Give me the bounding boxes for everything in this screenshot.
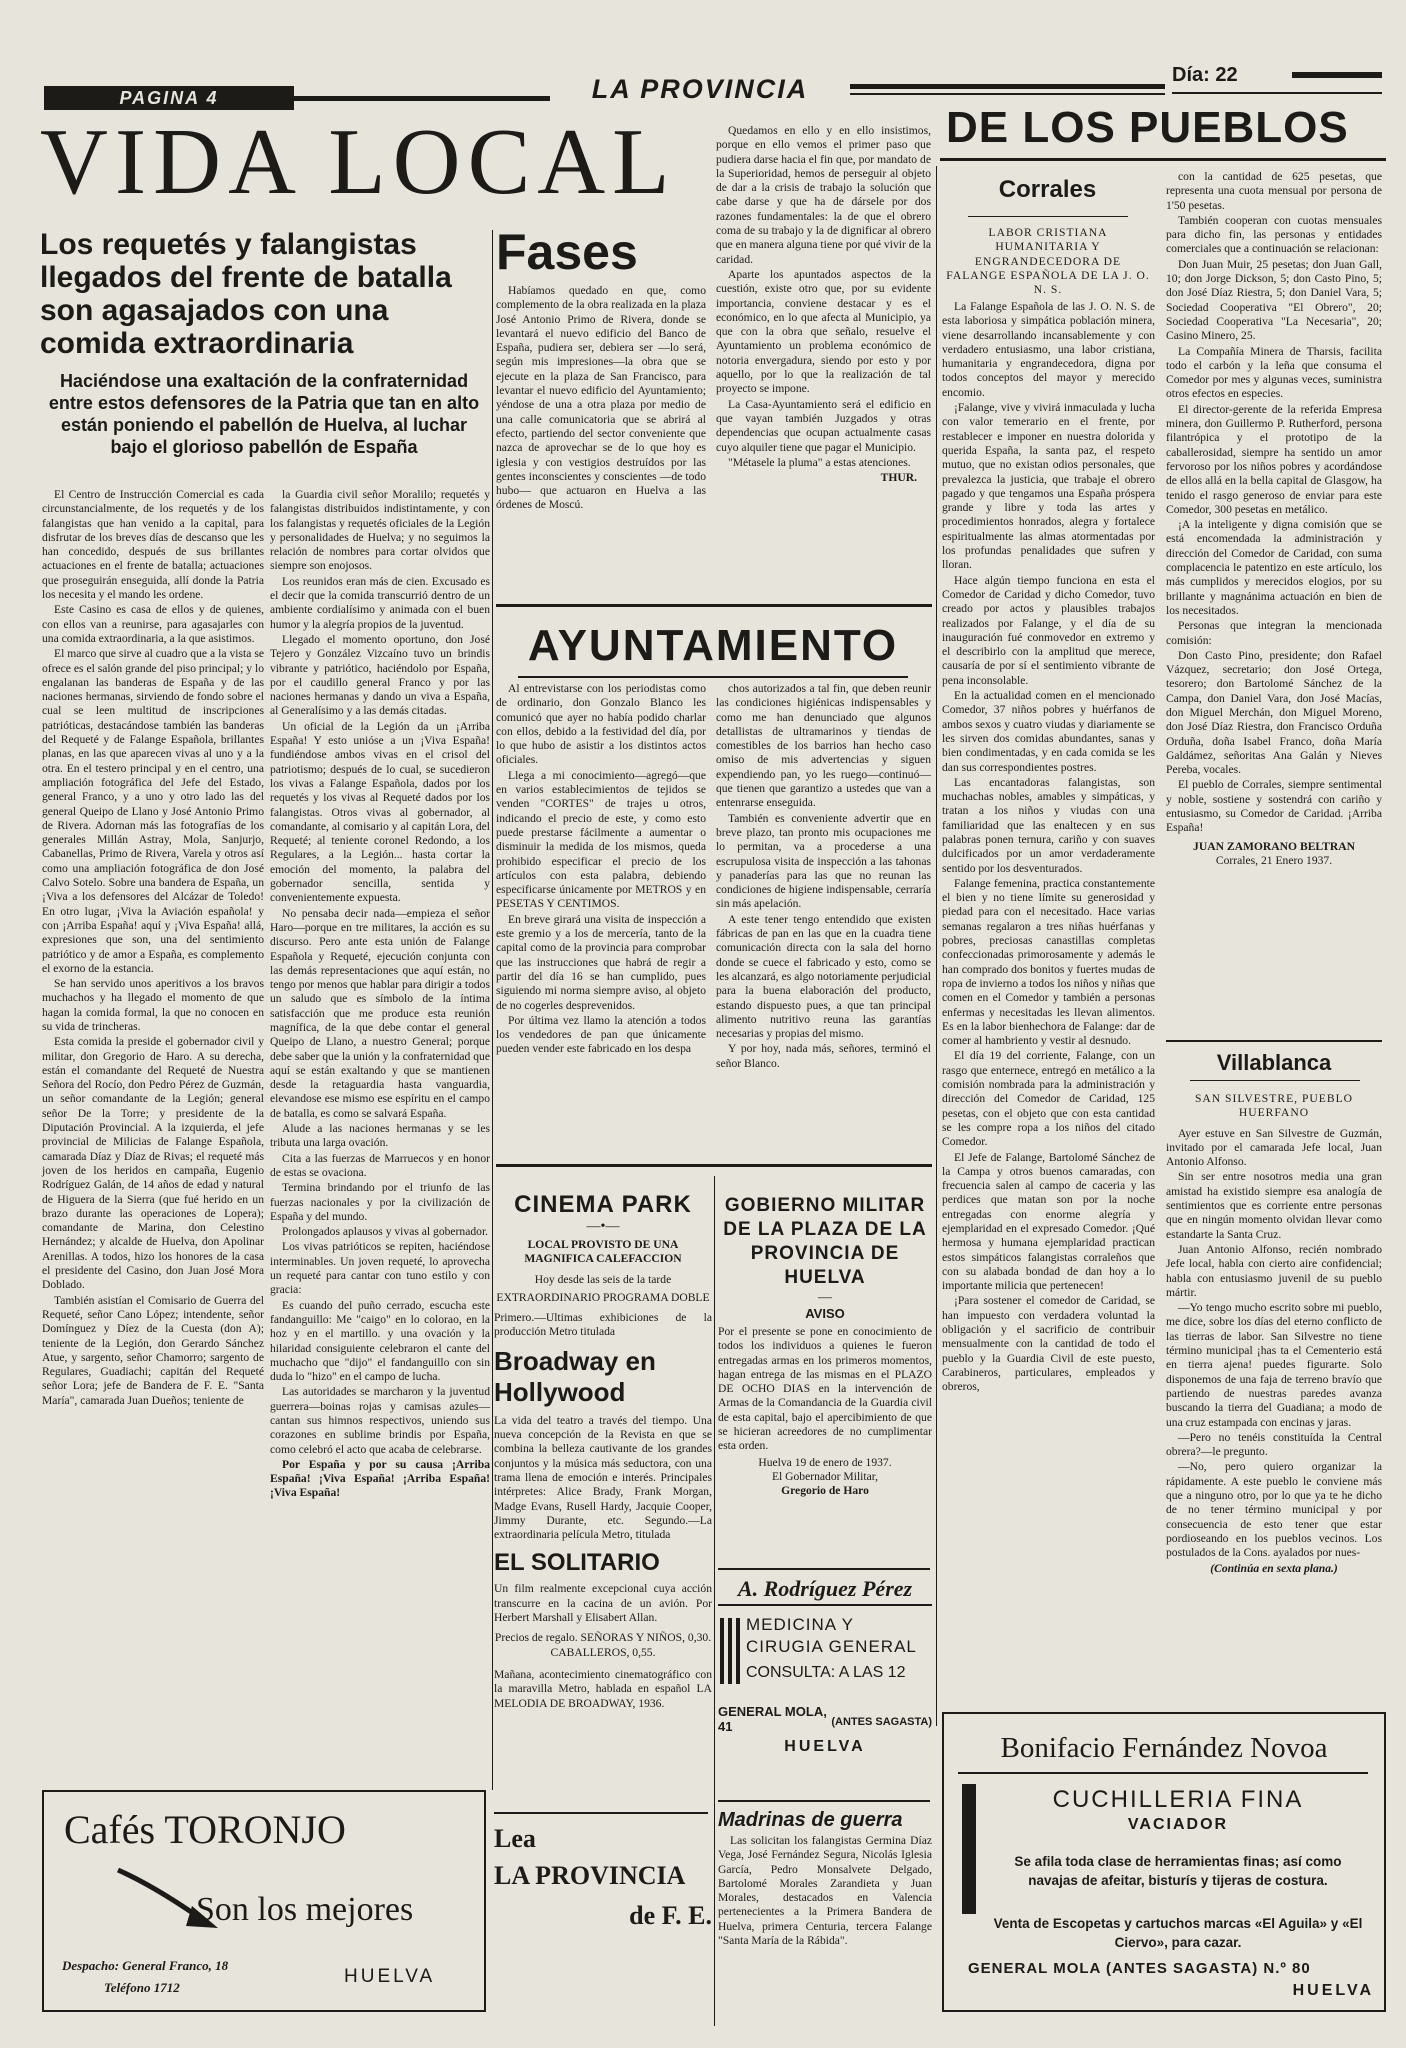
fases-title: Fases [496,224,638,280]
paragraph: También es conveniente advertir que en breve plazo, tan pronto mis ocupaciones me lo permitan, va a procederse a una escrupulosa visita de inspección a las tahonas y panaderías para las que no reunan las condiciones de higiene indispensable, cerraría sin más apelación. [716,811,931,911]
paragraph: Aparte los apuntados aspectos de la cuestión, existe otro que, por su evidente importancia, conviene destacar y es el económico, en lo que afecta al Municipio, ya que con la obra que señalo, resuelve el Ayuntamiento un problema económico de notoria envergadura, siendo por esto y por aquello, por lo que la realización de tal proyecto se impone. [716,267,931,396]
paragraph: También cooperan con cuotas mensuales para dicho fin, las personas y entidades comerciales que a continuación se relacionan: [1166,213,1382,256]
ad-sale: Venta de Escopetas y cartuchos marcas «El Aguila» y «El Ciervo», para cazar. [993,1916,1363,1950]
ad-city: HUELVA [1292,1982,1374,1999]
ad-description: Se afila toda clase de herramientas finas; así como navajas de afeitar, bisturís y tijeras de costura. [1014,1854,1342,1888]
paragraph: Termina brindando por el triunfo de las fuerzas nacionales y por la civilización de España y del mundo. [270,1181,490,1223]
toronjo-advertisement [42,1790,486,2012]
fases-column [716,124,931,584]
article-headline: Los requetés y falangistas llegados del frente de batalla son agasajados con una comida extraordinaria [40,228,452,360]
paragraph: El Jefe de Falange, Bartolomé Sánchez de la Campa y otros buenos camaradas, con frecuencia salen al campo de caceria y las perdices que matan son por la noche entregadas con enorme alegría y ejemplaridad en el expresado Comedor. ¡Qué hermosa y humana ejemplaridad practican estos simpáticos falangistas corraleños que con su alabada bondad de dan hoy a lo importante milicia que pertenecen! [942,1150,1155,1293]
paragraph: En breve girará una visita de inspección a este gremio y a los de mercería, tanto de la capital como de la provincia para comprobar que las instrucciones que habrá de regir a partir del día 16 se han cumplido, pues siguiendo mi norma siempre aviso, al objeto de no cogerles desprevenidos. [496,912,706,1012]
paragraph: El pueblo de Corrales, siempre sentimental y noble, sostiene y sostendrá con cariño y entusiasmo, su Comedor de Caridad. ¡Arriba España! [1166,778,1382,835]
film-description: Un film realmente excepcional cuya acción transcurre en la cacina de un avión. Por Herbert Marshall y Elisabert Allan. [494,1582,712,1625]
cinema-title: CINEMA PARK [514,1191,692,1218]
paragraph: Hace algún tiempo funciona en esta el Comedor de Caridad y dicho Comedor, tuvo creado por actos y plausibles trabajos realizados por Falange, y el día de su inauguración fué conmovedor en extremo y el describirlo con la amplitud que merece, causaría de por sí el sentimiento vibrante de pena inconsolable. [942,573,1155,687]
ad-brand: Cafés TORONJO [64,1807,346,1852]
paragraph: Un oficial de la Legión da un ¡Arriba España! Y esto unióse a un ¡Viva España! fundiéndose ambos vivas en el crisol del patriotismo; después de lo cual, se sucedieron los vivas a Falange Española, dados por los requetés y los vivas al Requeté dados por los falangistas. Otros vivas al gobernador, al comandante, al comisario y al capitán Lora, del Requeté; al teniente coronel Redondo, a los Regulares, a la Legión... hasta cortar la emoción del momento, la palabra del gobernador sencilla, sentida y convenientemente expuesta. [270,719,490,905]
madrinas-body: Las solicitan los falangistas Germina Díaz Vega, José Fernández Segura, Nicolás Iglesia García, Pedro Monsalvete Delgado, Bartolomé Morales Zarandieta y Juan Morales, destacados en Valencia pertenecientes a la Primera Bandera de Huelva, primera Centuria, tercera Falange "Santa María de la Rábida". [718,1834,932,1948]
paragraph: No pensaba decir nada—empieza el señor Haro—porque en tre militares, la acción es su discurso. Pero ante esta unión de Falange Española y Requeté, ejecución conjunta con las demás representaciones que aquí están, no tengo por menos que hablar para dirigir a todos un saludo que es símbolo de la íntima satisfacción que me produce esta reunión magnífica, de la que debe contar el general Queipo de Llano, a nuestro General; porque debe saber que la unión y la confraternidad que aquí se están exaltando y que se mantienen desde la retaguardia hasta vanguardia, elevandose ese mismo ese espíritu en el campo de batalla, es como se salvará España. [270,906,490,1120]
paragraph: ¡Para sostener el comedor de Caridad, se han impuesto con verdadera voluntad la obligación y el sacrificio de contribuir mensualmente con la cantidad de todo el pueblo y la Guardia Civil de este puesto, Carabineros, particulares, empleados y obreros, [942,1294,1155,1394]
paragraph: —Pero no tenéis constituída la Central obrera?—le pregunto. [1166,1430,1382,1459]
cinema-line: EXTRAORDINARIO PROGRAMA DOBLE [496,1290,710,1304]
paragraph: ¡A la inteligente y digna comisión que se está encomendada la administración y dirección del Comedor de Caridad, con suma complacencia le patentizo en este artículo, los más cumplidos y merecidos elogios, por su brillante y magnánima actuación en bien de los necesitados. [1166,518,1382,617]
ad-phone: Teléfono 1712 [104,1980,180,1995]
doctor-advertisement [718,1574,932,1774]
paragraph: la Guardia civil señor Moralilo; requetés y falangistas distribuidos indistintamente, y con los falangistas y requetés oficiales de la Legión y personalidades de Huelva; y no seguimos la relación de nombres para cortar olvidos que siempre son enojosos. [270,488,490,573]
paragraph: El director-gerente de la referida Empresa minera, don Guillermo P. Rutherford, persona filantrópica y el prototipo de la caballerosidad, siempre ha sentido un amor fervoroso por los niños pobres y acordándose de ellos allá en la bella capital de Glasgow, ha tenido el rasgo generoso de enviar para este Comedor, 300 pesetas en metálico. [1166,402,1382,516]
ayuntamiento-column [496,682,706,1152]
ad-address: Despacho: General Franco, 18 [62,1958,229,1973]
paragraph: A este tener tengo entendido que existen fábricas de pan en las que en la cuadra tiene comunicación directa con la sala del horno donde se cuece el fabricado y esto, como se les alcanzará, es algo notoriamente perjudicial para la buena elaboración del producto, estando dispuesto pues, a que tan principal alimento nutritivo reuna las garantías necesarias y propias del mismo. [716,912,931,1041]
paragraph: Por España y por su causa ¡Arriba España! ¡Viva España! ¡Arriba España! ¡Viva España! [270,1457,490,1500]
lea-line: Lea [494,1824,536,1853]
paragraph: Sin ser entre nosotros media una gran amistad ha existido siempre esa analogía de sentimientos que es corriente entre personas que en ningún momento olvidan llevar como estandarte la Santa Cruz. [1166,1170,1382,1241]
film-description: La vida del teatro a través del tiempo. Una nueva concepción de la Revista en que se combina la belleza cautivante de los grandes conjuntos y la música más seductora, con una trama llena de emoción e interés. Principales intérpretes: Alice Brady, Frank Morgan, Madge Evans, Rusell Hardy, Jacquie Cooper, Jimmy Durante, etc. Segundo.—La extraordinaria película Metro, titulada [494,1413,712,1542]
cinema-line: Primero.—Ultimas exhibiciones de la producción Metro titulada [494,1311,712,1339]
paragraph: Alude a las naciones hermanas y se les tributa una larga ovación. [270,1122,490,1150]
paragraph: Prolongados aplausos y vivas al gobernador. [282,1225,489,1239]
paragraph: Los vivas patrióticos se repiten, haciéndose interminables. Un joven requeté, lo aprovecha un requeté para cantar con tuno estilo y con gracia: [270,1240,490,1297]
lea-line: de F. E. [629,1901,712,1930]
corrales-dateline: Corrales, 21 Enero 1937. [1215,853,1333,867]
paragraph: La Casa-Ayuntamiento será el edificio en que vayan también Juzgados y otras dependencias que ocupan actualmente casas cuyo alquiler tiene que pagar el Municipio. [716,397,931,454]
paragraph: Esta comida la preside el gobernador civil y militar, don Gregorio de Haro. A su derecha, están el comandante del Requeté de Nuestra Señora del Rocío, don Pedro Pérez de Guzmán, un señor comandante de la Legión; general señor De la Torre; y presidente de la Diputación Provincial. A la izquierda, el jefe provincial de Milicias de Falange Española, camarada Díaz y Díaz de Rivas; el requeté más joven de los heridos en campaña, Eugenio Rodríguez Galán, de 14 años de edad y natural de Higuera de la Sierra (que fué herido en un brazo durante las operaciones de Lopera); comandante de Marina, don Celestino Hernández; y alcalde de Huelva, don Apolinar Arenillas. A todos, hizo los honores de la casa el presidente del Casino, don Juan José Mora Doblado. [42,1035,264,1292]
paragraph: Es cuando del puño cerrado, escucha este fandanguillo: Me "caigo" en lo colorao, en la hoz y en el martillo. y una ovación y la hilaridad consiguiente celebraron el cante del muchacho que "dijo" el fandanguillo con sin duda lo "hizo" en el campo de lucha. [270,1298,490,1384]
paragraph: Ayer estuve en San Silvestre de Guzmán, invitado por el camarada Jefe local, Juan Antonio Alfonso. [1166,1126,1382,1169]
lea-paper: LA PROVINCIA [494,1861,686,1890]
novoa-advertisement [942,1712,1386,2012]
paragraph: Este Casino es casa de ellos y de quienes, con ellos van a reunirse, para agasajarles con una comida extraordinaria, a la que asistimos. [42,603,264,645]
paragraph: Y por hoy, nada más, señores, terminó el señor Blanco. [716,1042,931,1070]
fases-column [496,284,706,584]
paragraph: Las autoridades se marcharon y la juventud guerrera—boinas rojas y camisas azules—cantan sus himnos respectivos, uniendo sus corazones en sublime brindis por España, como celebró el acto que acaba de celebrarse. [270,1385,490,1456]
ayuntamiento-title: AYUNTAMIENTO [527,621,899,670]
notice-title: GOBIERNO MILITAR DE LA PLAZA DE LA PROVINCIA DE HUELVA [723,1195,927,1288]
paragraph: Personas que integran la mencionada comisión: [1166,619,1382,647]
page-date: Día: 22 [1172,64,1238,86]
paragraph: Falange femenina, practica constantemente el bien y no tiene límite su generosidad y piedad para con el necesitado. Hace varias semanas regalaron a tres niñas huérfanas y pobres, preciosas canastillas completas confeccionadas primorosamente y además le han comprado dos bonitos y fuertes mudas de ropa de invierno a todos los niños y niñas que comen en el Comedor y también a personas enfermas y necesitadas les llevan alimentos. Es en la labor bienhechora de Falange: dar de comer al hambriento y vestir al desnudo. [942,876,1155,1048]
paragraph: Cita a las fuerzas de Marruecos y en honor de estas se ovaciona. [270,1151,490,1179]
villablanca-title: Villablanca [1216,1050,1332,1075]
notice-aviso: AVISO [805,1306,845,1321]
lea-ad [494,1822,712,2022]
cinema-line: Hoy desde las seis de la tarde [534,1272,672,1286]
continuation-note: (Continúa en sexta plana.) [1210,1561,1338,1575]
article-subhead: Haciéndose una exaltación de la confraternidad entre estos defensores de la Patria que tan en alto están poniendo el pabellón de Huelva, al luchar bajo el glorioso pabellón de España [48,371,480,457]
newspaper-masthead: LA PROVINCIA [591,74,809,104]
doctor-address: GENERAL MOLA, 41 [718,1704,827,1734]
cinema-ad: CINEMA PARK —•— LOCAL PROVISTO DE UNA MAGNIFICA CALEFACCION Hoy desde las seis de la tarde EXTRAORDINARIO PROGRAMA DOBLE Primero.—Ultimas exhibiciones de la producción Metro titulada Broadway en Hollywood La vida del teatro a través del tiempo. Una nueva concepción de la Revista en que se combina la belleza cautivante de los grandes conjuntos y la música más seductora, con una trama llena de emoción e interés. Principales intérpretes: Alice Brady, Frank Morgan, Madge Evans, Rusell Hardy, Jacquie Cooper, Jimmy Durante, etc. Segundo.—La extraordinaria película Metro, titulada EL SOLITARIO Un film realmente excepcional cuya acción transcurre en la cacina de un avión. Por Herbert Marshall y Elisabert Allan. Precios de regalo. SEÑORAS Y NIÑOS, 0,30. CABALLEROS, 0,55. Mañana, acontecimiento cinematográfico con la maravilla Metro, hablada en español LA MELODIA DE BROADWAY, 1936. [494,1191,712,1710]
fases-signature: THUR. [880,471,917,485]
article-column [42,488,264,1778]
page-number-banner: PAGINA 4 [44,86,294,110]
paragraph: El día 19 del corriente, Falange, con un rasgo que enternece, entregó en metálico a la comisión nombrada para la administración y dirección del Comedor de Caridad, 125 pesetas, con el objeto que con esta cantidad se les compre ropa a los niños del citado Comedor. [942,1049,1155,1149]
corrales-signature: JUAN ZAMORANO BELTRAN [1193,839,1355,853]
madrinas-de-guerra [718,1806,932,2026]
paragraph: Don Casto Pino, presidente; don Rafael Vázquez, secretario; don José Ortega, tesorero; don Bartolomé Sánchez de la Campa, don Daniel Vara, don José Macías, don Miguel Merchán, don Miguel Moreno, don José Díaz Riestra, don Francisco Orduña Orduña, doña Isabel Franco, doña María Galdámez, señoritas Ana Galán y Nieves Pereba, vocales. [1166,648,1382,777]
cinema-subtitle: LOCAL PROVISTO DE UNA MAGNIFICA CALEFACCION [524,1238,682,1266]
ayuntamiento-column [716,682,931,1152]
villablanca-kicker: SAN SILVESTRE, PUEBLO HUERFANO [1194,1092,1354,1120]
film-title: Broadway en Hollywood [494,1345,656,1407]
doctor-address-note: (ANTES SAGASTA) [831,1716,932,1728]
paragraph: Al entrevistarse con los periodistas como de ordinario, don Gonzalo Blanco les comunicó que ayer no había podido charlar con ellos, debido a la festividad del día, por lo que hubo de asistir a los distintos actos oficiales. [496,682,706,767]
ad-address: GENERAL MOLA (ANTES SAGASTA) N.º 80 [968,1960,1311,1977]
paragraph: con la cantidad de 625 pesetas, que representa una cuota mensual por persona de 1'50 pesetas. [1166,170,1382,212]
paragraph: Las encantadoras falangistas, son muchachas nobles, amables y simpáticas, y tratan a los niños y viudas con una familiaridad que las enaltecen y en sus palabras ponen ternura, cariño y con suaves dulcificados por un amor verdaderamente sentido por los desventurados. [942,775,1155,875]
paragraph: Juan Antonio Alfonso, recién nombrado Jefe local, habla con cierto aire confidencial; habla con entusiasmo juvenil de su pueblo mártir. [1166,1242,1382,1299]
paragraph: ¡Falange, vive y vivirá inmaculada y lucha con valor temerario en el frente, por restablecer e imponer en nuestra dolorida y querida España, la santa paz, el respeto mutuo, que no existan odios personales, que prevalezca la justicia, que trabaje el obrero pagado y que tengamos una España próspera grande y libre y toda las artes y procedimientos honrados, alegra y fortalece espiritualmente las almas atormentadas por los profundas penalidades que sufren y lloran. [942,401,1155,572]
doctor-specialty: MEDICINA Y CIRUGIA GENERAL [746,1615,917,1656]
film-title: EL SOLITARIO [494,1549,660,1577]
paragraph: El Centro de Instrucción Comercial es cada circunstancialmente, de los requetés y de los falangistas que han venido a la capital, para disfrutar de los breves días de descanso que les han concedido, después de sus brillantes actuaciones en el frente de batalla; actuaciones que proseguirán enseguida, allí donde la Patria los necesita y el mando les ordene. [42,488,264,602]
cinema-tomorrow: Mañana, acontecimiento cinematográfico con la maravilla Metro, hablada en español LA MELODIA DE BROADWAY, 1936. [494,1667,712,1710]
ad-city: HUELVA [344,1966,436,1987]
paragraph: Los reunidos eran más de cien. Excusado es el decir que la comida transcurrió dentro de un ambiente cordialísimo y animada con el buen humor y la alegría propios de la juventud. [270,574,490,631]
paragraph: —No, pero quiero organizar la rápidamente. A este pueblo le conviene más que a ninguno otro, por lo que ya te he dicho de no tener término municipal y por consecuencia de esto tener que estar pordioseando en los pueblos vecinos. Los postulados de la Cons. ayalados por nues- [1166,1460,1382,1560]
section-title-vida-local: VIDA LOCAL [40,110,677,214]
notice-body: Por el presente se pone en conocimiento de todos los individuos a quienes le fueron entregadas armas en los primeros momentos, hagan entrega de las mismas en el PLAZO DE OCHO DIAS en la intervención de Armas de la Comandancia de la Guardia civil de esta capital, bajo el apercibimiento de que se hicieran acreedores de no cumplimentar esta orden. [718,1325,932,1453]
villablanca-column [1166,1092,1382,1710]
cinema-prices: Precios de regalo. SEÑORAS Y NIÑOS, 0,30. CABALLEROS, 0,55. [494,1631,712,1659]
paragraph: Don Juan Muir, 25 pesetas; don Juan Gall, 10; don Jorge Dickson, 5; don Casto Pino, 5; don José Díaz Riestra, 5; don Daniel Vara, 5; Sociedad Cooperativa "El Obrero", 20; Sociedad Cooperativa "La Necesaria", 20; Casino Minero, 25. [1166,257,1382,343]
ad-slogan: Son los mejores [196,1891,414,1928]
doctor-name: A. Rodríguez Pérez [737,1576,913,1601]
paragraph: También asistían el Comisario de Guerra del Requeté, señor Cano López; intendente, señor Domínguez y Díez de la Cuesta (don A); teniente de la Legión, don Gerardo Sánchez Atue, y sargento, señor Chamorro; sargento de Regulares, Guadiachi; capitán del Requeté señor Lora; jefe de Bandera de F. E. "Santa María", camarada Juan Dueños; teniente de [42,1293,264,1407]
paragraph: Por última vez llamo la atención a todos los vendedores de pan que únicamente pueden vender este fabricado en los despa [496,1013,706,1056]
paragraph: —Yo tengo mucho escrito sobre mi pueblo, me dice, sobre los días del eterno conflicto de las tierras de labor. San Silvestre no tiene término municipal ¡has ta el Cementerio está en tierra ajena! puedes figurarte. Solo disponemos de una faja de terreno bravío que partiendo de nuestras paredes avanza buscando la tierra del Guadiana; a modo de una cruz estampada con encinas y jaras. [1166,1301,1382,1429]
paragraph: "Métasele la pluma" a estas atenciones. [728,455,911,469]
article-column [270,488,490,1778]
ad-name: Bonifacio Fernández Novoa [1000,1732,1328,1764]
paragraph: La Compañía Minera de Tharsis, facilita todo el carbón y la leña que consuma el Comedor por mes y algunas veces, suministra otros efectos en especies. [1166,344,1382,401]
paragraph: Se han servido unos aperitivos a los bravos muchachos y ha llegado el momento de que hagan la comida formal, la que no conocen en su vida de trincheras. [42,977,264,1033]
doctor-city: HUELVA [784,1738,866,1755]
corrales-column [1166,170,1382,1040]
paragraph: El marco que sirve al cuadro que a la vista se ofrece es el salón grande del piso principal; y lo engalanan las banderas de España y de las naciones hermanas, sirviendo de fondo sobre el cual se leen multitud de inscripciones patrióticas, destacándose también las banderas del Requeté y de Falange Española, brillantes planas, en las que aparecen vivas al uno y a la otra. En el testero principal y en el centro, una ampliación fotográfica del Jefe del Estado, general Franco, y a uno y otro lado las del general Queipo de Llano y José Antonio Primo de Rivera. Adornan más las fotografías de los generales Millán Astray, Mola, Sanjurjo, Cabanellas, Primo de Rivera, Varela y otros así como una ampliación fotográfica de don José Calvo Sotelo. Sobre una bandera de España, un ¡Viva a los defensores del Alcázar de Toledo! En otro lugar, ¡Viva la Aviación española! y con ¡Arriba España! aquí y ¡Viva España! allá, expresiones que son, una del sentimiento patriótico y de amor a España, es complemento el exorno de la estancia. [42,647,264,975]
corrales-column [942,300,1155,1700]
paragraph: La Falange Española de las J. O. N. S. de esta laboriosa y simpática población minera, viene desarrollando incansablemente y con verdadero entusiasmo, una labor cristiana, humanitaria y engrandecedora, digna por todos conceptos del mayor y merecido encomio. [942,300,1155,399]
ad-role: VACIADOR [1127,1816,1229,1833]
section-title-de-los-pueblos: DE LOS PUEBLOS [946,103,1349,152]
corrales-title: Corrales [998,176,1097,203]
notice-date: Huelva 19 de enero de 1937. [758,1455,892,1469]
notice-role: El Gobernador Militar, [771,1469,879,1483]
paragraph: En la actualidad comen en el mencionado Comedor, 37 niños pobres y huérfanos de ambos sexos y cuatro viudas y diariamente se les sirven dos comidas abundantes, sanas y bien condimentadas, y en cada comida se les dan sus correspondientes postres. [942,689,1155,774]
madrinas-title: Madrinas de guerra [718,1809,903,1831]
paragraph: Llega a mi conocimiento—agregó—que en varios establecimientos de tejidos se venden "CORTES" de trajes u otros, indicando el precio de este, y como esto puede prestarse fácilmente a aumentar o disminuir la medida de los mismos, queda prohibido especificar el precio de los artículos con esta palabra, debiendo especificarse únicamente por METROS y en PESETAS Y CENTIMOS. [496,768,706,911]
paragraph: chos autorizados a tal fin, que deben reunir las condiciones higiénicas indispensables y como me han denunciado que algunos detallistas de ultramarinos y tiendas de comestibles de los barrios han hecho caso omiso de mis advertencias y siguen expendiendo pan, yo les ruego—continuó—que tienen que garantizo a ustedes que van a entenrarse enseguida. [716,682,931,810]
paragraph: Quedamos en ello y en ello insistimos, porque en ello vemos el primer paso que pudiera darse hacia el fin que, por mandato de la Superioridad, hemos de perseguir al objeto de dar a la crisis de trabajo la solución que cabe darse y que ha de dársele por dos razones fundamentales: la de que el obrero coma de su trabajo y la de dignificar al obrero que en manera alguna tiene por qué vivir de la caridad. [716,124,931,266]
gobierno-militar-notice: GOBIERNO MILITAR DE LA PLAZA DE LA PROVINCIA DE HUELVA — AVISO Por el presente se pone en conocimiento de todos los individuos a quienes le fueron entregadas armas en los primeros momentos, hagan entrega de las mismas en el PLAZO DE OCHO DIAS en la intervención de Armas de la Comandancia de la Guardia civil de esta capital, bajo el apercibimiento de que se hicieran acreedores de no cumplimentar esta orden. Huelva 19 de enero de 1937. El Gobernador Militar, Gregorio de Haro [718,1195,932,1498]
notice-signature: Gregorio de Haro [781,1484,869,1498]
ad-trade: CUCHILLERIA FINA [1052,1786,1304,1813]
paragraph: Llegado el momento oportuno, don José Tejero y González Vizcaíno tuvo un brindis vibrante y patriótico, haciéndolo por España, por el caudillo general Franco y por las naciones hermanas y dando un viva a España, al Generalísimo y a las demás citadas. [270,632,490,718]
corrales-kicker: LABOR CRISTIANA HUMANITARIA Y ENGRANDECEDORA DE FALANGE ESPAÑOLA DE LA J. O. N. S. [946,226,1150,297]
paragraph: Habíamos quedado en que, como complemento de la obra realizada en la plaza José Antonio Primo de Rivera, donde se levantará el nuevo edificio del Banco de España, pudiera ser, debiera ser —lo será, según mis impresiones—la obra que se ejecute en la plaza de San Francisco, para levantar el nuevo edificio del Ayuntamiento; yéndose de una a otra plaza por medio de una calle comunicatoria que se abrirá al efecto, partiendo del sector conveniente que nazca de aprovechar se de lo que hoy es iglesia y con vestigios destruídos por las gentes inconscientes y conscientes —de todo hubo— que actuaron en Huelva a las órdenes de Moscú. [496,284,706,512]
doctor-hours: CONSULTA: A LAS 12 [746,1664,906,1681]
